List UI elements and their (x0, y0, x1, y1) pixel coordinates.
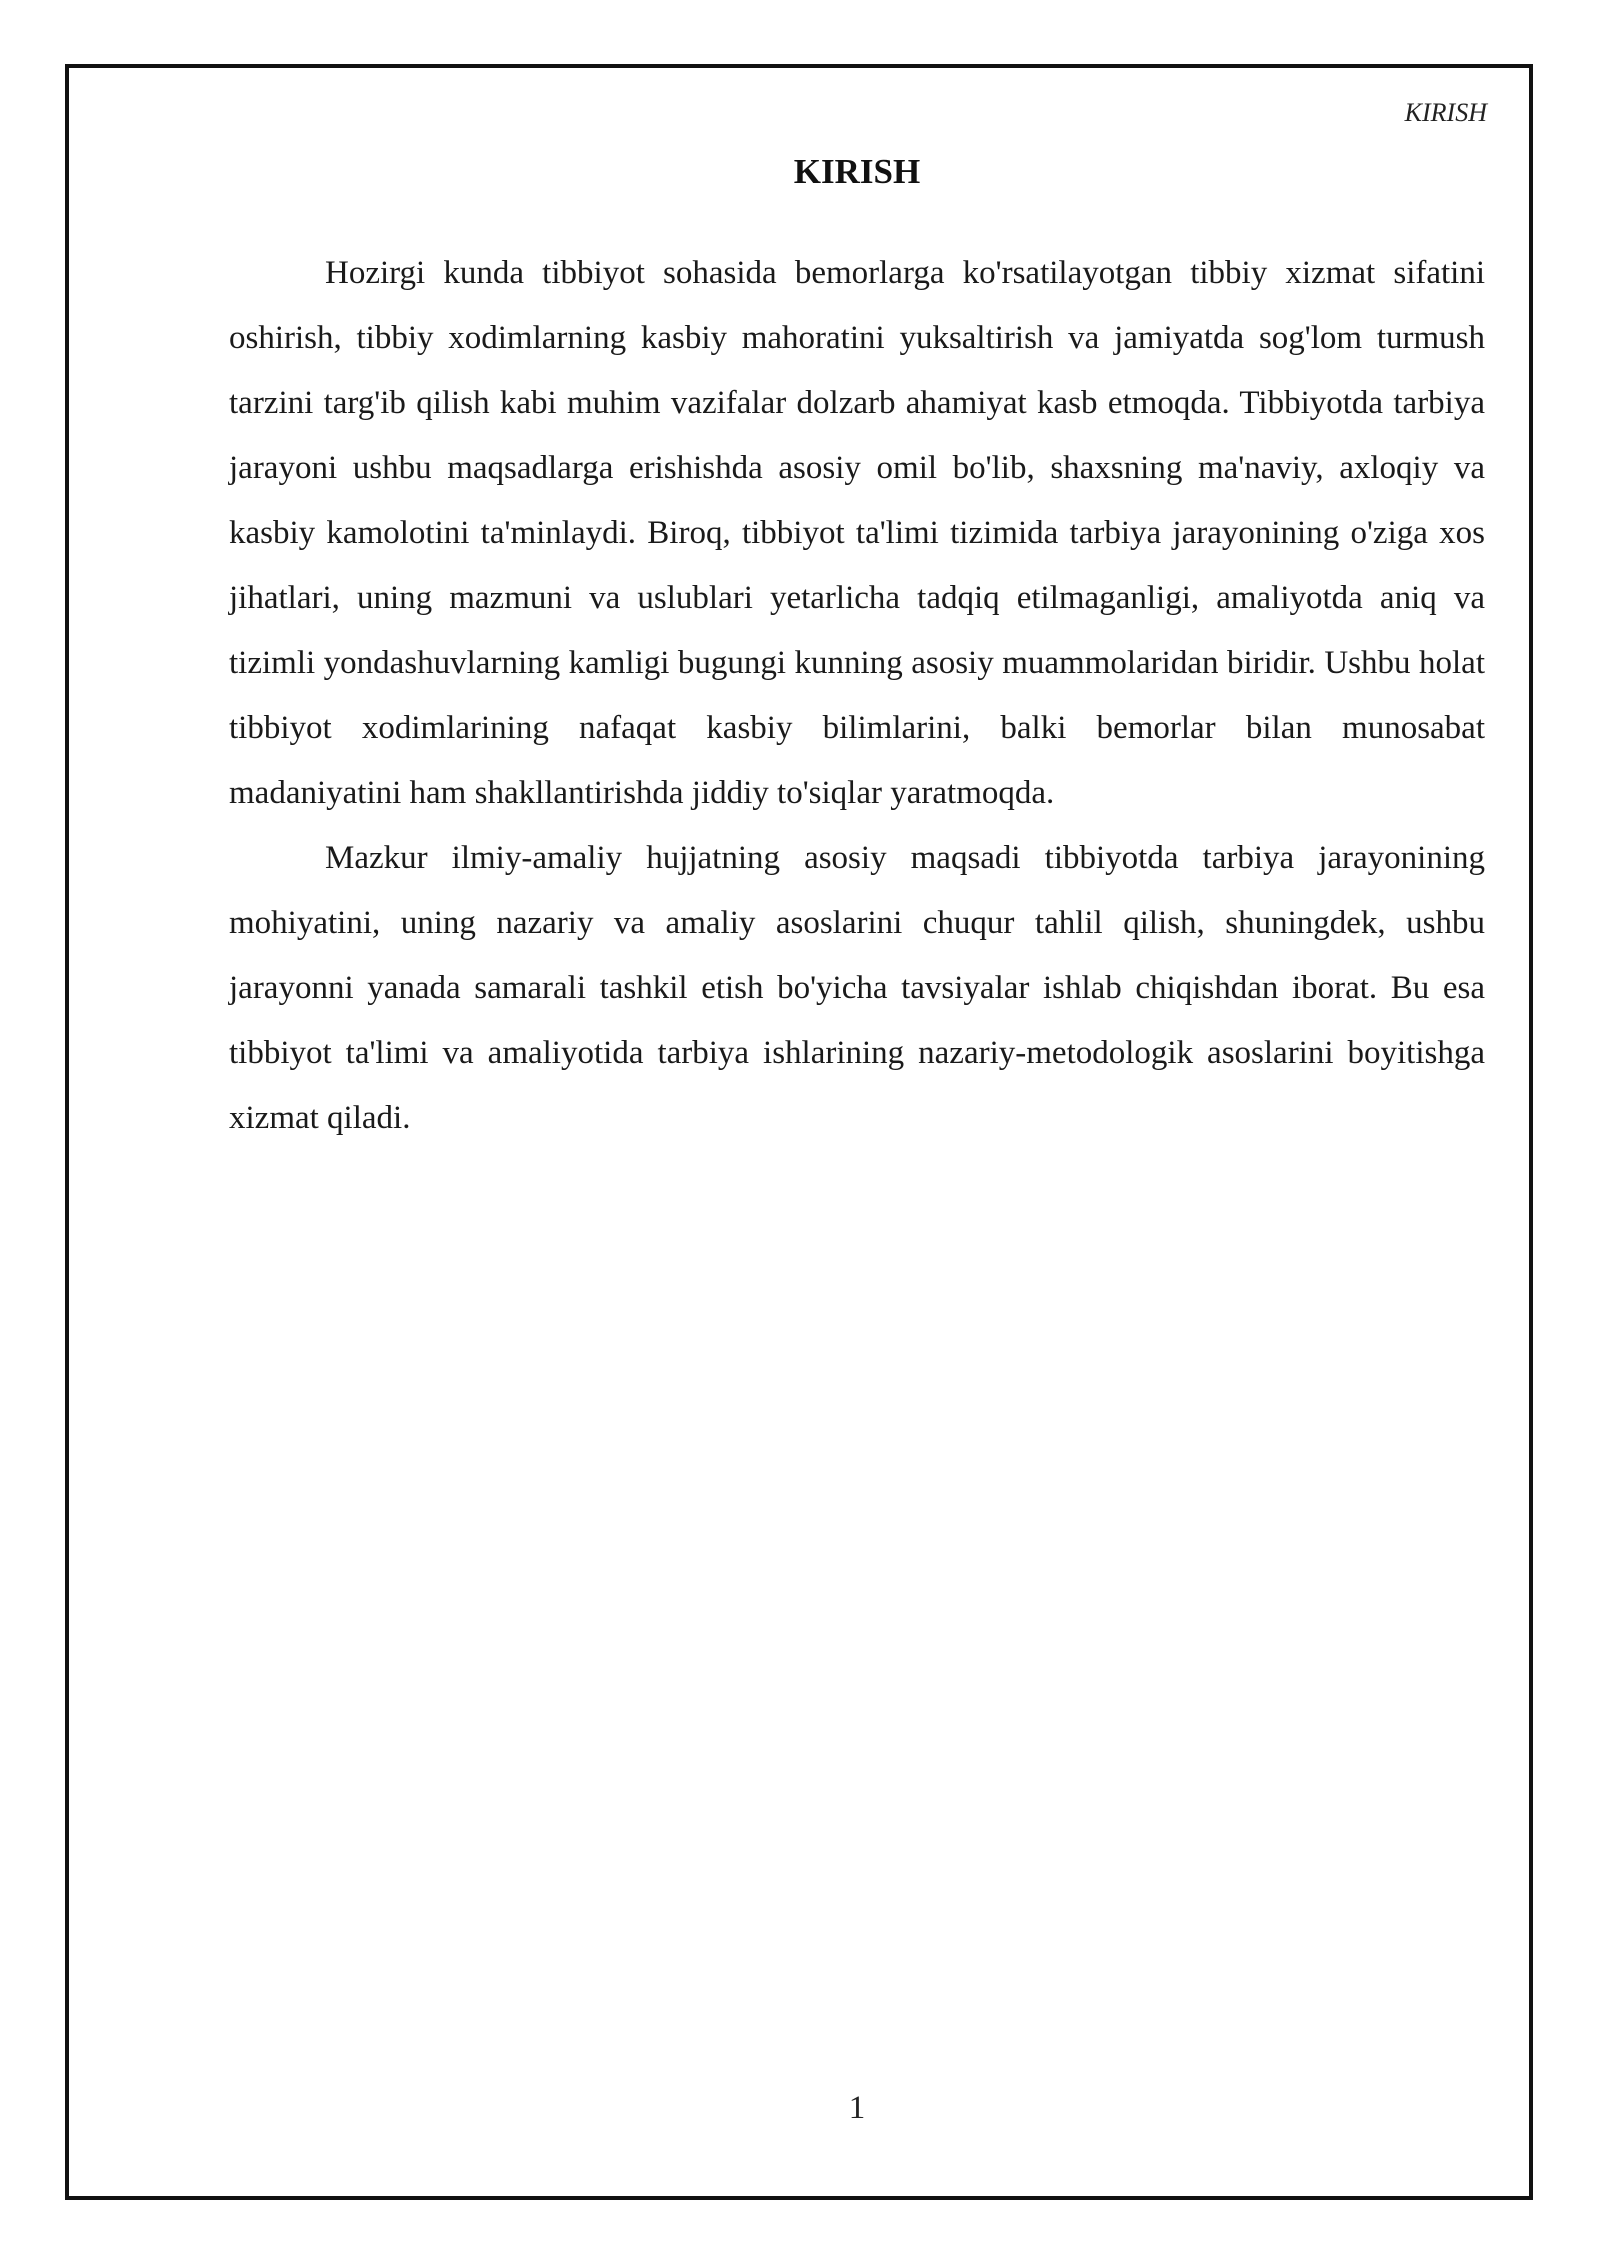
body-text (229, 241, 1485, 1151)
paragraph-2: Mazkur ilmiy-amaliy hujjatning asosiy maqsadi tibbiyotda tarbiya jarayonining mohiyatini, uning nazariy va amaliy asoslarini chuqur tahlil qilish, shuningdek, ushbu jarayonni yanada samarali tashkil etish bo'yicha tavsiyalar ishlab chiqishdan iborat. Bu esa tibbiyot ta'limi va amaliyotida tarbiya ishlarining nazariy-metodologik asoslarini boyitishga xizmat qiladi. (229, 840, 1485, 1136)
running-header: KIRISH (1404, 98, 1487, 127)
page-number: 1 (848, 2090, 866, 2126)
page-title: KIRISH (793, 152, 921, 191)
paragraph-1: Hozirgi kunda tibbiyot sohasida bemorlarga ko'rsatilayotgan tibbiy xizmat sifatini oshirish, tibbiy xodimlarning kasbiy mahoratini yuksaltirish va jamiyatda sog'lom turmush tarzini targ'ib qilish kabi muhim vazifalar dolzarb ahamiyat kasb etmoqda. Tibbiyotda tarbiya jarayoni ushbu maqsadlarga erishishda asosiy omil bo'lib, shaxsning ma'naviy, axloqiy va kasbiy kamolotini ta'minlaydi. Biroq, tibbiyot ta'limi tizimida tarbiya jarayonining o'ziga xos jihatlari, uning mazmuni va uslublari yetarlicha tadqiq etilmaganligi, amaliyotda aniq va tizimli yondashuvlarning kamligi bugungi kunning asosiy muammolaridan biridir. Ushbu holat tibbiyot xodimlarining nafaqat kasbiy bilimlarini, balki bemorlar bilan munosabat madaniyatini ham shakllantirishda jiddiy to'siqlar yaratmoqda. (229, 255, 1485, 811)
